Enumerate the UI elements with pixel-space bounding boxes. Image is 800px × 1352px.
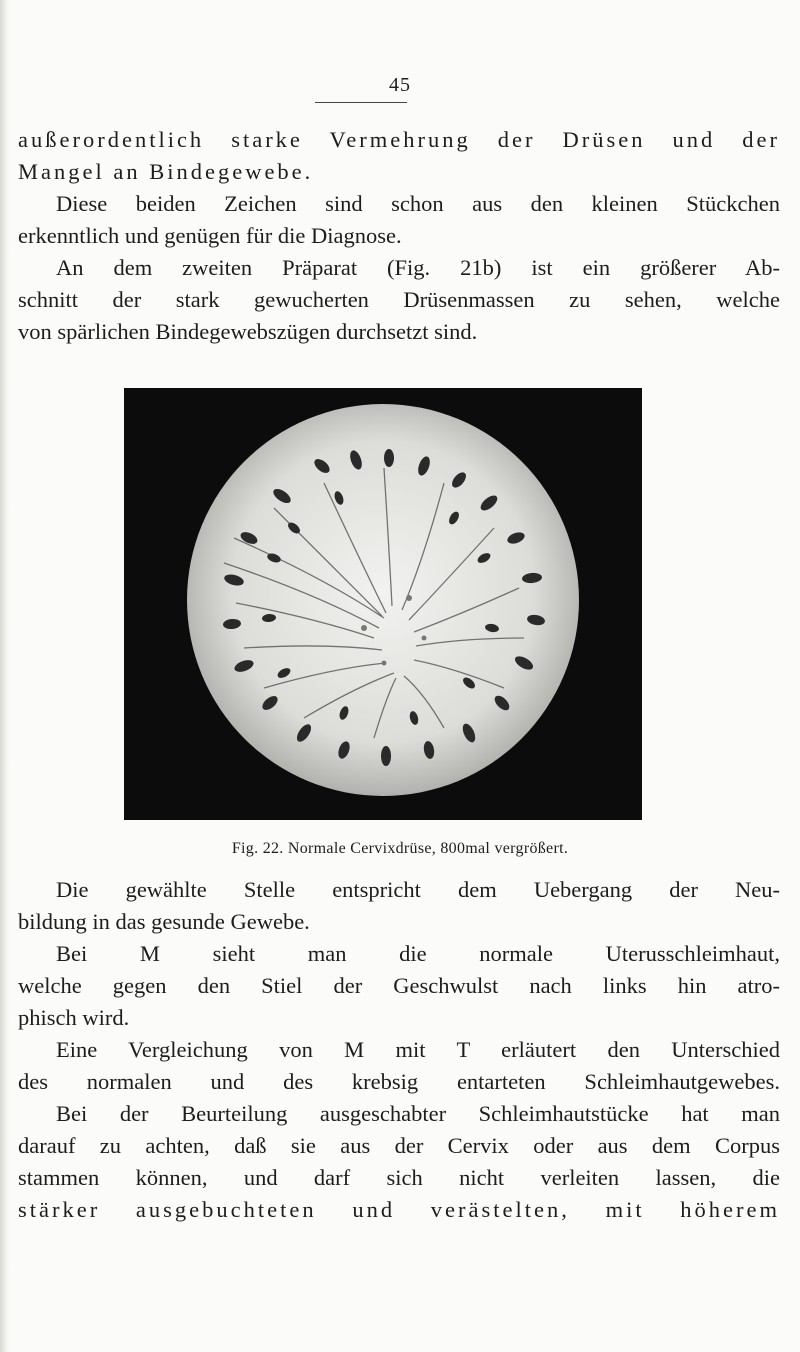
text-line: stärker ausgebuchteten und verästelten, mit höherem	[18, 1197, 780, 1222]
text-line: Eine Vergleichung von M mit T erläutert den Unterschied	[56, 1037, 780, 1062]
text-line: welche gegen den Stiel der Geschwulst nach links hin atro-	[18, 973, 780, 998]
microscope-field	[187, 404, 579, 796]
text-line: Mangel an Bindegewebe.	[18, 159, 314, 184]
page-binding-edge	[0, 0, 10, 1352]
text-line: von spärlichen Bindegewebszügen durchsetzt sind.	[18, 319, 478, 344]
text-line: Bei M sieht man die normale Uterusschleimhaut,	[56, 941, 780, 966]
paragraph-top	[18, 124, 780, 348]
figure-caption: Fig. 22. Normale Cervixdrüse, 800mal vergrößert.	[231, 840, 569, 857]
text-line: An dem zweiten Präparat (Fig. 21b) ist ein größerer Ab-	[56, 255, 780, 280]
paragraph-bottom	[18, 874, 780, 1226]
figure-micrograph	[124, 388, 642, 820]
text-line: Die gewählte Stelle entspricht dem Uebergang der Neu-	[56, 877, 780, 902]
text-line: Bei der Beurteilung ausgeschabter Schleimhautstücke hat man	[56, 1101, 780, 1126]
text-line: erkenntlich und genügen für die Diagnose.	[18, 223, 402, 248]
text-line: Diese beiden Zeichen sind schon aus den kleinen Stückchen	[56, 191, 780, 216]
page-number: 45	[389, 74, 411, 96]
text-line: außerordentlich starke Vermehrung der Drüsen und der	[18, 127, 780, 152]
text-line: schnitt der stark gewucherten Drüsenmassen zu sehen, welche	[18, 287, 780, 312]
text-line: bildung in das gesunde Gewebe.	[18, 909, 310, 934]
header-rule	[315, 102, 407, 103]
text-line: darauf zu achten, daß sie aus der Cervix oder aus dem Corpus	[18, 1133, 780, 1158]
cervix-gland-micrograph	[124, 388, 642, 820]
text-line: des normalen und des krebsig entarteten Schleimhautgewebes.	[18, 1069, 780, 1094]
text-line: stammen können, und darf sich nicht verleiten lassen, die	[18, 1165, 780, 1190]
text-line: phisch wird.	[18, 1005, 130, 1030]
